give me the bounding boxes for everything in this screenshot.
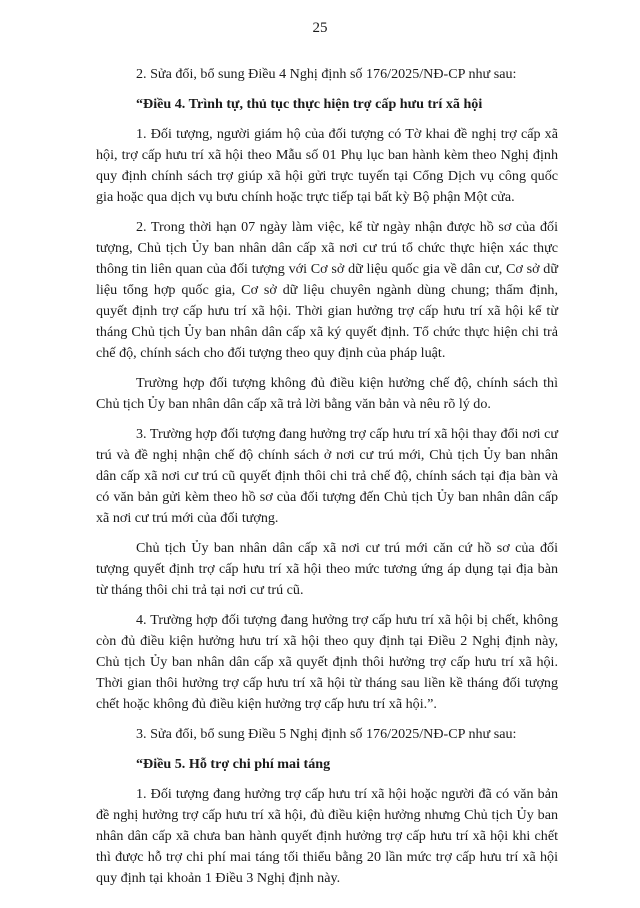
paragraph-clause-3-new-residence: Chủ tịch Ủy ban nhân dân cấp xã nơi cư trú mới căn cứ hồ sơ của đối tượng quyết định trợ cấp hưu trí xã hội theo mức tương ứng áp dụng tại địa bàn từ tháng thôi chi trả tại nơi cư trú cũ. (96, 540, 558, 598)
heading-article-5: “Điều 5. Hỗ trợ chi phí mai táng (136, 756, 331, 772)
paragraph-amendment-article-4: 2. Sửa đổi, bổ sung Điều 4 Nghị định số 176/2025/NĐ-CP như sau: (136, 66, 517, 82)
paragraph-clause-3: 3. Trường hợp đối tượng đang hưởng trợ cấp hưu trí xã hội thay đổi nơi cư trú và đề nghị nhận chế độ chính sách ở nơi cư trú mới, Chủ tịch Ủy ban nhân dân cấp xã nơi cư trú cũ quyết định thôi chi trả chế độ, chính sách tại địa bàn và có văn bản gửi kèm theo hồ sơ của đối tượng đến Chủ tịch Ủy ban nhân dân cấp xã nơi cư trú mới của đối tượng. (96, 426, 558, 526)
paragraph-clause-2-ineligible: Trường hợp đối tượng không đủ điều kiện hưởng chế độ, chính sách thì Chủ tịch Ủy ban nhân dân cấp xã trả lời bằng văn bản và nêu rõ lý do. (96, 375, 558, 412)
paragraph-amendment-article-5: 3. Sửa đổi, bổ sung Điều 5 Nghị định số 176/2025/NĐ-CP như sau: (136, 726, 517, 742)
paragraph-clause-4: 4. Trường hợp đối tượng đang hưởng trợ cấp hưu trí xã hội bị chết, không còn đủ điều kiện hưởng hưu trí xã hội theo quy định tại Điều 2 Nghị định này, Chủ tịch Ủy ban nhân dân cấp xã quyết định thôi hưởng trợ cấp hưu trí xã hội. Thời gian thôi hưởng trợ cấp hưu trí xã hội từ tháng sau liền kề tháng đối tượng chết hoặc không đủ điều kiện hưởng trợ cấp hưu trí xã hội.”. (96, 612, 558, 712)
paragraph-clause-1: 1. Đối tượng, người giám hộ của đối tượng có Tờ khai đề nghị trợ cấp xã hội, trợ cấp hưu trí xã hội theo Mẫu số 01 Phụ lục ban hành kèm theo Nghị định quy định chính sách trợ giúp xã hội gửi trực tuyến tại Cổng Dịch vụ công quốc gia hoặc qua dịch vụ bưu chính hoặc trực tiếp tại bất kỳ Bộ phận Một cửa. (96, 126, 558, 205)
page-number: 25 (312, 20, 328, 36)
document-body (96, 64, 558, 889)
paragraph-article-5-clause-1: 1. Đối tượng đang hưởng trợ cấp hưu trí xã hội hoặc người đã có văn bản đề nghị hưởng trợ cấp hưu trí xã hội, đủ điều kiện hưởng nhưng Chủ tịch Ủy ban nhân dân cấp xã chưa ban hành quyết định hưởng trợ cấp hưu trí xã hội khi chết thì được hỗ trợ chi phí mai táng tối thiểu bằng 20 lần mức trợ cấp hưu trí xã hội quy định tại khoản 1 Điều 3 Nghị định này. (96, 786, 558, 886)
heading-article-4: “Điều 4. Trình tự, thủ tục thực hiện trợ cấp hưu trí xã hội (136, 96, 483, 112)
paragraph-clause-2: 2. Trong thời hạn 07 ngày làm việc, kể từ ngày nhận được hồ sơ của đối tượng, Chủ tịch Ủy ban nhân dân cấp xã nơi cư trú tổ chức thực hiện xác thực thông tin liên quan của đối tượng với Cơ sở dữ liệu quốc gia về dân cư, Cơ sở dữ liệu tổng hợp quốc gia, Cơ sở dữ liệu chuyên ngành dùng chung; thẩm định, quyết định trợ cấp hưu trí xã hội. Thời gian hưởng trợ cấp hưu trí xã hội kể từ tháng Chủ tịch Ủy ban nhân dân cấp xã ký quyết định. Tổ chức thực hiện chi trả chế độ, chính sách cho đối tượng theo quy định của pháp luật. (96, 219, 558, 361)
